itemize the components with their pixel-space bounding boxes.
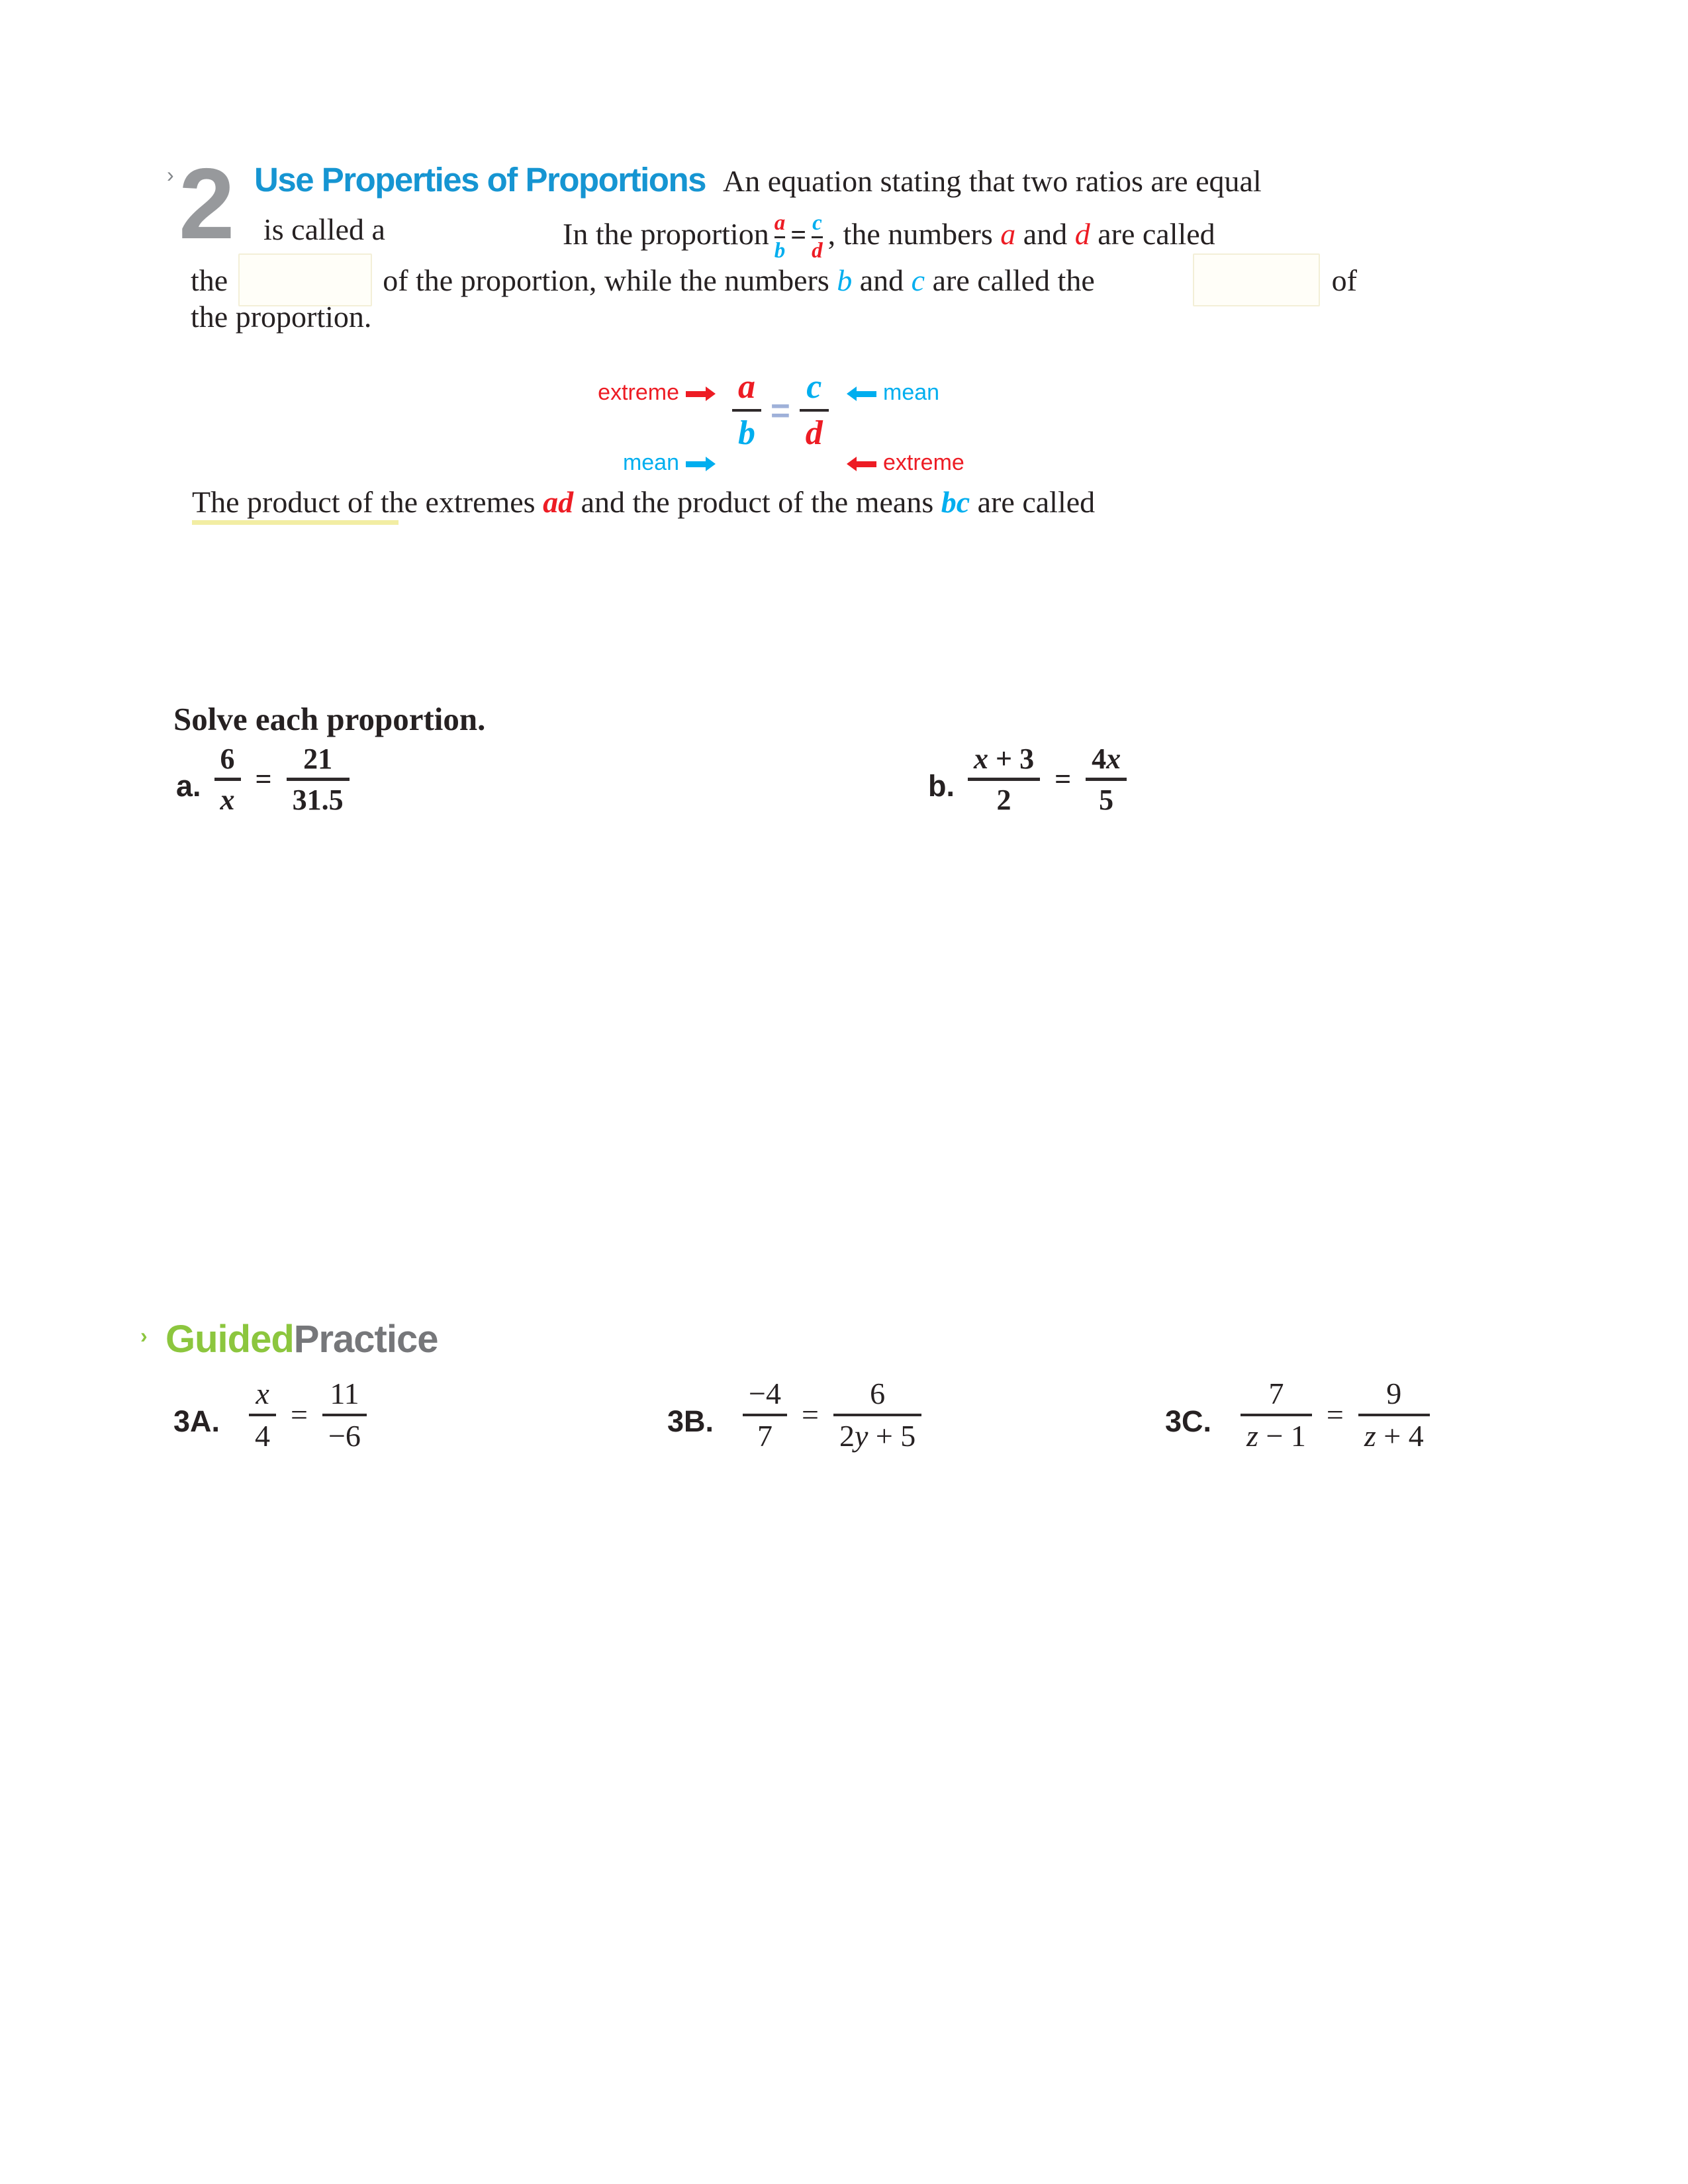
problem-3b: [667, 1377, 921, 1453]
diagram-fraction-left: [732, 368, 761, 453]
var-d-inline: d: [1074, 217, 1090, 251]
product-seg3-text: are called: [977, 485, 1096, 519]
var-d: d: [805, 414, 823, 453]
problem-3a: [173, 1377, 367, 1453]
var-y: y: [854, 1418, 868, 1453]
line3-mid-text: [383, 263, 1095, 298]
problem-3a-lhs-fraction: [249, 1377, 276, 1453]
fraction-bar: [1086, 778, 1127, 781]
extreme-label-text: extreme: [883, 450, 964, 475]
numerator: [968, 743, 1040, 775]
product-seg1-text: The product of the extremes: [192, 485, 536, 519]
problem-b-lhs-fraction: [968, 743, 1040, 817]
denominator: [1358, 1419, 1430, 1453]
problem-b-rhs-fraction: [1086, 743, 1127, 817]
answer-blank-box: [238, 253, 372, 306]
numerator: 6: [870, 1377, 886, 1410]
denominator: 31.5: [292, 784, 344, 817]
solve-heading: Solve each proportion.: [173, 701, 486, 737]
guided-text: Guided: [165, 1318, 294, 1361]
var-b-inline: b: [837, 263, 853, 297]
diagram-extreme-bottom-label: [846, 450, 964, 476]
line3-mid-seg: of the proportion, while the numbers: [383, 263, 829, 297]
intro-text: An equation stating that two ratios are equal: [722, 164, 1262, 198]
product-line-text: [192, 484, 1095, 520]
line4-text: the proportion.: [191, 300, 372, 334]
equals-sign: =: [801, 1398, 819, 1432]
product-seg2-text: and the product of the means: [581, 485, 934, 519]
left-arrow-icon: [857, 391, 876, 397]
equals-sign: =: [1326, 1398, 1344, 1432]
right-arrow-icon: [686, 391, 706, 397]
fraction-bar: [833, 1414, 921, 1416]
var-a-inline: a: [1000, 217, 1016, 251]
numerator: 21: [303, 743, 333, 775]
line2-seg2-text: are called: [1098, 217, 1215, 251]
diagram-mean-bottom-label: [571, 450, 716, 476]
fraction-bar: [249, 1414, 276, 1416]
section-number: 2: [179, 148, 232, 260]
line3-of-text: of: [1331, 263, 1357, 297]
line3-and-text: and: [859, 263, 904, 297]
yellow-highlight-underline: [192, 520, 399, 525]
denominator: x: [220, 784, 235, 817]
problem-3c: [1165, 1377, 1430, 1453]
diagram-proportion-equation: [732, 368, 829, 453]
section-title: Use Properties of Proportions: [254, 161, 706, 199]
line3-start-text: the: [191, 263, 228, 297]
problem-a-lhs-fraction: [214, 743, 241, 817]
numerator: x: [256, 1377, 269, 1410]
equals-sign: =: [255, 763, 272, 796]
fraction-bar: [322, 1414, 367, 1416]
numerator: 11: [330, 1377, 359, 1410]
fraction-bar: [1241, 1414, 1312, 1416]
fraction-bar: [214, 778, 241, 781]
mean-label-text: mean: [622, 450, 679, 475]
inline-equals: =: [790, 220, 807, 251]
var-x: x: [1106, 743, 1121, 775]
coefficient: 4: [1092, 743, 1107, 775]
diagram-extreme-top-label: [549, 380, 716, 406]
line2-and-text: and: [1023, 217, 1068, 251]
left-arrow-icon: [857, 461, 876, 467]
var-b: b: [774, 238, 786, 263]
problem-3a-label: 3A.: [173, 1404, 220, 1438]
equals-sign: =: [1055, 763, 1072, 796]
line3-seg2-text: are called the: [932, 263, 1095, 297]
extreme-label-text: extreme: [598, 380, 679, 405]
line2-start-text: is called a: [263, 212, 385, 246]
fraction-bar: [968, 778, 1040, 781]
denominator: 7: [757, 1418, 773, 1453]
numerator: −4: [749, 1377, 781, 1410]
problem-b: [928, 743, 1127, 817]
section-bullet-icon: ›: [167, 163, 174, 187]
denominator: [833, 1419, 921, 1453]
line2-seg1-text: , the numbers: [827, 217, 993, 251]
fraction-bar: [774, 236, 786, 238]
var-bc: bc: [941, 485, 970, 519]
denominator: [1241, 1419, 1312, 1453]
problem-3c-label: 3C.: [1165, 1404, 1212, 1438]
var-ad: ad: [543, 485, 574, 519]
diagram-equals-sign: =: [771, 391, 790, 430]
problem-3c-lhs-fraction: [1241, 1377, 1312, 1453]
guided-practice-bullet-icon: ›: [140, 1324, 148, 1347]
practice-text: Practice: [293, 1318, 438, 1361]
answer-blank-box: [1193, 253, 1320, 306]
denominator: 4: [255, 1418, 271, 1453]
denominator-rest: − 1: [1258, 1418, 1306, 1453]
numerator-rest: + 3: [988, 743, 1035, 775]
fraction-bar: [287, 778, 350, 781]
problem-3b-rhs-fraction: [833, 1377, 921, 1453]
problem-a-rhs-fraction: [287, 743, 350, 817]
numerator: 9: [1386, 1377, 1402, 1410]
var-z: z: [1246, 1418, 1258, 1453]
problem-3a-rhs-fraction: [322, 1377, 367, 1453]
problem-3b-label: 3B.: [667, 1404, 714, 1438]
coefficient: 2: [839, 1418, 855, 1453]
var-a: a: [738, 368, 755, 406]
denominator-rest: + 5: [868, 1418, 916, 1453]
guided-practice-heading: [165, 1317, 438, 1361]
problem-b-label: b.: [928, 768, 955, 803]
line2-mid-text: In the proportion: [563, 217, 769, 251]
numerator: 7: [1268, 1377, 1284, 1410]
var-x: x: [974, 743, 988, 775]
var-a: a: [774, 210, 786, 235]
var-z: z: [1364, 1418, 1376, 1453]
problem-3b-lhs-fraction: [743, 1377, 787, 1453]
var-c-inline: c: [911, 263, 925, 297]
mean-label-text: mean: [883, 380, 940, 405]
right-arrow-icon: [686, 461, 706, 467]
var-c: c: [806, 368, 822, 406]
denominator: 5: [1099, 784, 1114, 817]
fraction-bar: [1358, 1414, 1430, 1416]
fraction-bar: [743, 1414, 787, 1416]
numerator: 6: [220, 743, 235, 775]
equals-sign: =: [291, 1398, 308, 1432]
fraction-bar: [800, 409, 829, 412]
diagram-fraction-right: [800, 368, 829, 453]
var-b: b: [738, 414, 755, 453]
var-c: c: [812, 210, 822, 235]
fraction-bar: [732, 409, 761, 412]
denominator-rest: + 4: [1376, 1418, 1424, 1453]
var-d: d: [812, 238, 823, 263]
diagram-mean-top-label: [846, 380, 939, 406]
problem-3c-rhs-fraction: [1358, 1377, 1430, 1453]
problem-a-label: a.: [176, 768, 201, 803]
problem-a: [176, 743, 350, 817]
denominator: −6: [328, 1418, 361, 1453]
fraction-bar: [812, 236, 823, 238]
numerator: [1086, 743, 1127, 775]
denominator: 2: [996, 784, 1011, 817]
